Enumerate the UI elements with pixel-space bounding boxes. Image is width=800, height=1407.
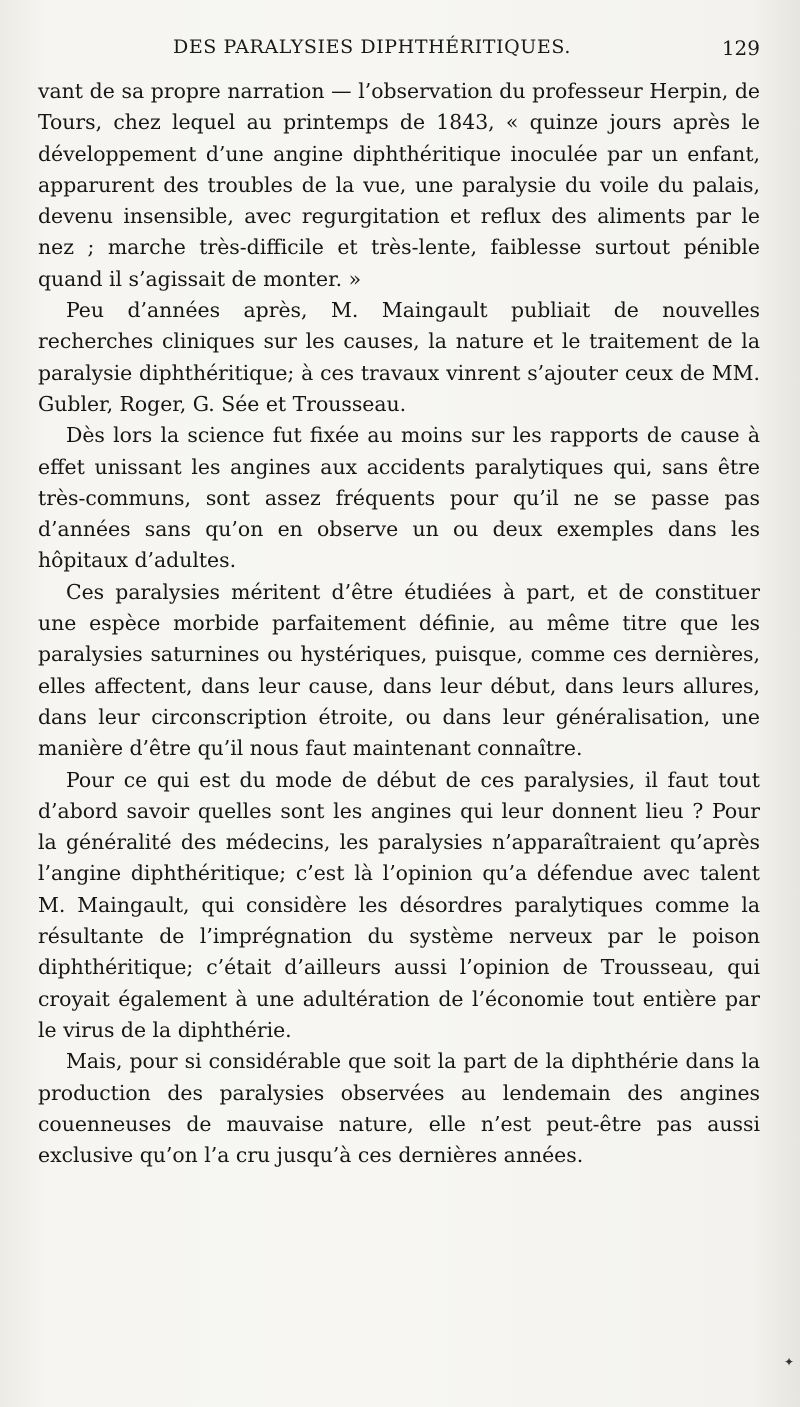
paragraph: Peu d’années après, M. Maingault publiait de nouvelles recherches cliniques sur les causes, la nature et le traitement de la paralysie diphthéritique; à ces travaux vinrent s’ajouter ceux de MM. Gubler, Roger, G. Sée et Trousseau. <box>38 298 760 416</box>
page-header <box>38 36 760 66</box>
paragraph: Mais, pour si considérable que soit la part de la diphthérie dans la production des paralysies observées au lendemain des angines couenneuses de mauvaise nature, elle n’est peut-être pas aussi exclusive qu’on l’a cru jusqu’à ces dernières années. <box>38 1049 760 1168</box>
running-title: DES PARALYSIES DIPHTHÉRITIQUES. <box>173 36 571 58</box>
page-number: 129 <box>721 36 760 60</box>
body-text <box>38 76 760 1171</box>
paragraph: Ces paralysies méritent d’être étudiées à part, et de constituer une espèce morbide parfaitement définie, au même titre que les paralysies saturnines ou hystériques, puisque, comme ces dernières, elles affectent, dans leur cause, dans leur début, dans leurs allures, dans leur circonscription étroite, ou dans leur généralisation, une manière d’être qu’il nous faut maintenant connaître. <box>38 579 760 761</box>
paragraph: Dès lors la science fut fixée au moins sur les rapports de cause à effet unissant les angines aux accidents paralytiques qui, sans être très-communs, sont assez fréquents pour qu’il ne se passe pas d’années sans qu’on en observe un ou deux exemples dans les hôpitaux d’adultes. <box>38 423 760 573</box>
margin-mark-icon: ✦ <box>783 1355 794 1369</box>
paragraph-continuation: vant de sa propre narration — l’observation du professeur Herpin, de Tours, chez lequel au printemps de 1843, « quinze jours après le développement d’une angine diphthéritique inoculée par un enfant, apparurent des troubles de la vue, une paralysie du voile du palais, devenu insensible, avec regurgitation et reflux des aliments par le nez ; marche très-difficile et très-lente, faiblesse surtout pénible quand il s’agissait de monter. » <box>38 79 760 291</box>
paragraph: Pour ce qui est du mode de début de ces paralysies, il faut tout d’abord savoir quelles sont les angines qui leur donnent lieu ? Pour la généralité des médecins, les paralysies n’apparaîtraient qu’après l’angine diphthéritique; c’est là l’opinion qu’a défendue avec talent M. Maingault, qui considère les désordres paralytiques comme la résultante de l’imprégnation du système nerveux par le poison diphthéritique; c’était d’ailleurs aussi l’opinion de Trousseau, qui croyait également à une adultération de l’économie tout entière par le virus de la diphthérie. <box>38 767 760 1042</box>
